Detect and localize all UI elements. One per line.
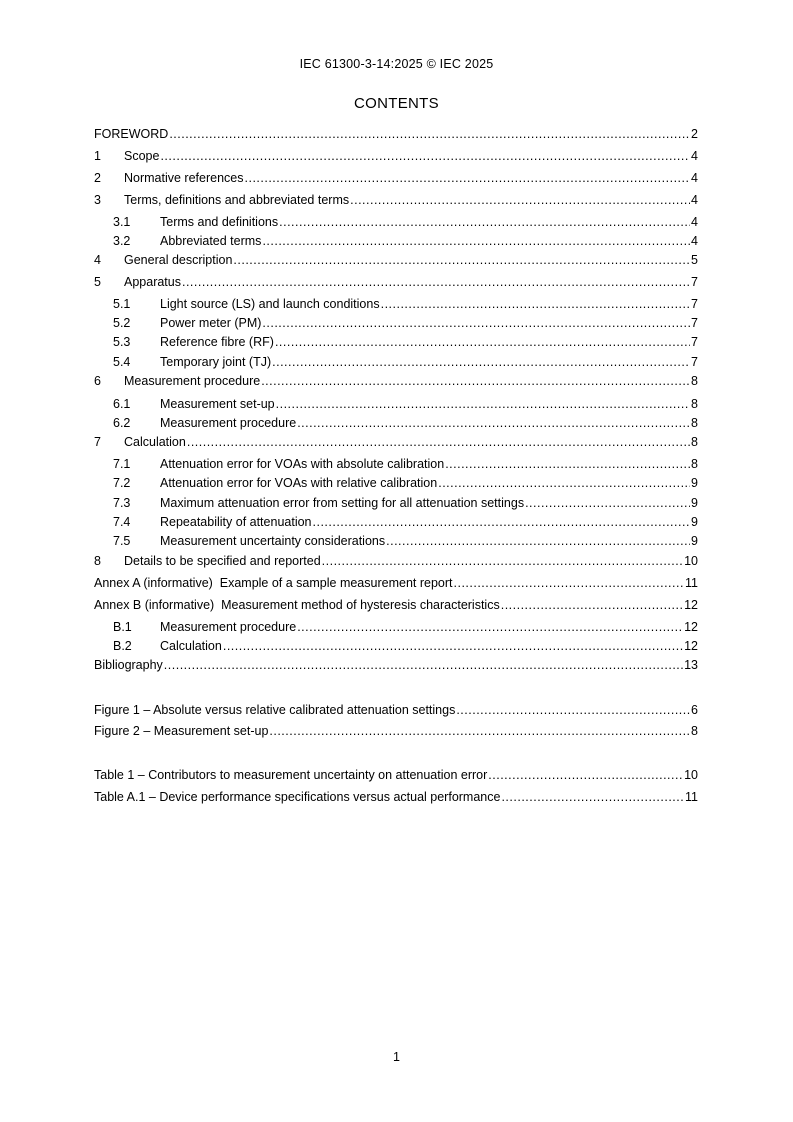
toc-entry-page: 12 — [684, 620, 698, 634]
toc-entry-text: Calculation — [124, 435, 186, 449]
toc-entry-page: 13 — [684, 658, 698, 672]
toc-entry-page: 9 — [691, 534, 698, 548]
toc-entry-page: 12 — [684, 639, 698, 653]
toc-entry-number: 5.4 — [113, 355, 131, 369]
toc-entry-number: 7.4 — [113, 515, 131, 529]
toc-entry-text: Terms and definitions — [160, 215, 279, 229]
toc-entry-number: 6 — [94, 374, 101, 388]
toc-entry-number: 1 — [94, 149, 101, 163]
toc-entry-light-source[interactable] — [113, 295, 698, 313]
toc-entry-annex-b-procedure[interactable] — [113, 618, 698, 636]
toc-entry-page: 4 — [691, 193, 698, 207]
leader-dots — [350, 191, 690, 209]
toc-entry-annex-b[interactable] — [94, 596, 698, 614]
toc-entry-page: 10 — [684, 768, 698, 782]
leader-dots — [445, 455, 690, 473]
page-title: CONTENTS — [354, 95, 439, 112]
toc-entry-text: Terms, definitions and abbreviated terms — [124, 193, 350, 207]
toc-entry-number: B.2 — [113, 639, 132, 653]
toc-entry-number: 4 — [94, 253, 101, 267]
leader-dots — [438, 474, 690, 492]
toc-entry-number: 7.3 — [113, 496, 131, 510]
toc-entry-relative-calibration[interactable] — [113, 474, 698, 492]
toc-entry-number: 8 — [94, 554, 101, 568]
toc-entry-page: 8 — [691, 457, 698, 471]
toc-entry-repeatability[interactable] — [113, 513, 698, 531]
toc-entry-terms-definitions[interactable] — [113, 213, 698, 231]
toc-entry-page: 9 — [691, 496, 698, 510]
toc-entry-number: 3.2 — [113, 234, 131, 248]
leader-dots — [456, 701, 690, 719]
toc-entry-page: 12 — [684, 598, 698, 612]
leader-dots — [275, 333, 690, 351]
toc-entry-abbreviated-terms[interactable] — [113, 232, 698, 250]
toc-entry-text: Measurement procedure — [124, 374, 261, 388]
toc-entry-text: FOREWORD — [94, 127, 169, 141]
toc-entry-number: 5.3 — [113, 335, 131, 349]
leader-dots — [272, 353, 690, 371]
toc-entry-page: 7 — [691, 297, 698, 311]
toc-entry-page: 11 — [685, 790, 698, 804]
toc-entry-measurement-setup[interactable] — [113, 395, 698, 413]
toc-entry-number: 3.1 — [113, 215, 131, 229]
toc-entry-text: Light source (LS) and launch conditions — [160, 297, 380, 311]
toc-entry-page: 7 — [691, 355, 698, 369]
toc-entry-text: General description — [124, 253, 233, 267]
toc-entry-terms[interactable] — [94, 191, 698, 209]
toc-entry-measurement-procedure[interactable] — [94, 372, 698, 390]
leader-dots — [386, 532, 690, 550]
toc-entry-page: 2 — [691, 127, 698, 141]
toc-entry-maximum-attenuation-error[interactable] — [113, 494, 698, 512]
toc-entry-text: Scope — [124, 149, 160, 163]
toc-entry-number: 5 — [94, 275, 101, 289]
document-header: IEC 61300-3-14:2025 © IEC 2025 — [299, 57, 494, 71]
toc-entry-number: 5.1 — [113, 297, 131, 311]
leader-dots — [276, 395, 690, 413]
toc-entry-text: Table A.1 – Device performance specifications versus actual performance — [94, 790, 501, 804]
toc-entry-annex-a[interactable] — [94, 574, 698, 592]
toc-entry-text: Attenuation error for VOAs with absolute calibration — [160, 457, 445, 471]
toc-entry-page: 8 — [691, 724, 698, 738]
toc-entry-annex-b-calculation[interactable] — [113, 637, 698, 655]
leader-dots — [262, 314, 690, 332]
toc-entry-calculation[interactable] — [94, 433, 698, 451]
toc-entry-page: 7 — [691, 275, 698, 289]
toc-entry-text: Attenuation error for VOAs with relative calibration — [160, 476, 438, 490]
toc-entry-text: Annex B (informative) Measurement method of hysteresis characteristics — [94, 598, 500, 612]
toc-entry-text: Measurement procedure — [160, 620, 297, 634]
toc-entry-text: Bibliography — [94, 658, 163, 672]
toc-entry-text: Measurement procedure — [160, 416, 297, 430]
leader-dots — [233, 251, 690, 269]
toc-entry-number: 7.2 — [113, 476, 131, 490]
toc-entry-absolute-calibration[interactable] — [113, 455, 698, 473]
toc-entry-text: Normative references — [124, 171, 244, 185]
toc-entry-normative-references[interactable] — [94, 169, 698, 187]
leader-dots — [501, 788, 684, 806]
toc-entry-bibliography[interactable] — [94, 656, 698, 674]
toc-entry-figure-1[interactable] — [94, 701, 698, 719]
leader-dots — [261, 372, 690, 390]
leader-dots — [488, 766, 683, 784]
toc-entry-page: 9 — [691, 515, 698, 529]
toc-entry-general-description[interactable] — [94, 251, 698, 269]
toc-entry-page: 4 — [691, 171, 698, 185]
toc-entry-text: Measurement set-up — [160, 397, 275, 411]
toc-entry-text: Figure 2 – Measurement set-up — [94, 724, 269, 738]
leader-dots — [169, 125, 690, 143]
toc-entry-page: 7 — [691, 316, 698, 330]
toc-entry-text: Temporary joint (TJ) — [160, 355, 272, 369]
toc-entry-foreword[interactable] — [94, 125, 698, 143]
leader-dots — [297, 618, 683, 636]
toc-entry-figure-2[interactable] — [94, 722, 698, 740]
toc-entry-number: 7 — [94, 435, 101, 449]
leader-dots — [313, 513, 691, 531]
leader-dots — [297, 414, 690, 432]
toc-entry-number: 3 — [94, 193, 101, 207]
toc-entry-temporary-joint[interactable] — [113, 353, 698, 371]
toc-entry-scope[interactable] — [94, 147, 698, 165]
leader-dots — [501, 596, 683, 614]
toc-entry-text: Figure 1 – Absolute versus relative calibrated attenuation settings — [94, 703, 456, 717]
toc-entry-text: Details to be specified and reported — [124, 554, 321, 568]
toc-entry-number: 7.5 — [113, 534, 131, 548]
toc-entry-details[interactable] — [94, 552, 698, 570]
toc-entry-number: 6.2 — [113, 416, 131, 430]
toc-entry-page: 8 — [691, 397, 698, 411]
toc-entry-text: Abbreviated terms — [160, 234, 262, 248]
leader-dots — [164, 656, 683, 674]
toc-entry-reference-fibre[interactable] — [113, 333, 698, 351]
toc-entry-number: 2 — [94, 171, 101, 185]
toc-entry-text: Table 1 – Contributors to measurement uncertainty on attenuation error — [94, 768, 488, 782]
leader-dots — [322, 552, 683, 570]
toc-entry-page: 4 — [691, 234, 698, 248]
leader-dots — [525, 494, 690, 512]
toc-entry-page: 9 — [691, 476, 698, 490]
toc-entry-page: 6 — [691, 703, 698, 717]
toc-entry-page: 11 — [685, 576, 698, 590]
toc-entry-measurement-procedure-sub[interactable] — [113, 414, 698, 432]
toc-entry-number: 7.1 — [113, 457, 131, 471]
toc-entry-text: Calculation — [160, 639, 222, 653]
toc-entry-uncertainty[interactable] — [113, 532, 698, 550]
leader-dots — [223, 637, 683, 655]
toc-entry-text: Maximum attenuation error from setting for all attenuation settings — [160, 496, 525, 510]
toc-entry-apparatus[interactable] — [94, 273, 698, 291]
toc-entry-power-meter[interactable] — [113, 314, 698, 332]
toc-entry-text: Annex A (informative) Example of a sample measurement report — [94, 576, 453, 590]
leader-dots — [269, 722, 690, 740]
leader-dots — [160, 147, 690, 165]
toc-entry-number: 6.1 — [113, 397, 131, 411]
leader-dots — [381, 295, 690, 313]
leader-dots — [454, 574, 685, 592]
toc-entry-page: 8 — [691, 374, 698, 388]
toc-entry-page: 4 — [691, 149, 698, 163]
toc-entry-text: Measurement uncertainty considerations — [160, 534, 386, 548]
toc-entry-page: 10 — [684, 554, 698, 568]
toc-entry-text: Power meter (PM) — [160, 316, 262, 330]
toc-entry-page: 5 — [691, 253, 698, 267]
toc-entry-text: Repeatability of attenuation — [160, 515, 312, 529]
leader-dots — [279, 213, 690, 231]
toc-entry-page: 8 — [691, 435, 698, 449]
toc-entry-page: 4 — [691, 215, 698, 229]
leader-dots — [182, 273, 690, 291]
toc-entry-page: 7 — [691, 335, 698, 349]
leader-dots — [187, 433, 690, 451]
page-number: 1 — [393, 1050, 400, 1064]
toc-entry-text: Reference fibre (RF) — [160, 335, 274, 349]
leader-dots — [245, 169, 691, 187]
toc-entry-number: 5.2 — [113, 316, 131, 330]
toc-entry-page: 8 — [691, 416, 698, 430]
leader-dots — [262, 232, 690, 250]
toc-entry-text: Apparatus — [124, 275, 181, 289]
toc-entry-table-a1[interactable] — [94, 788, 698, 806]
toc-entry-table-1[interactable] — [94, 766, 698, 784]
toc-entry-number: B.1 — [113, 620, 132, 634]
